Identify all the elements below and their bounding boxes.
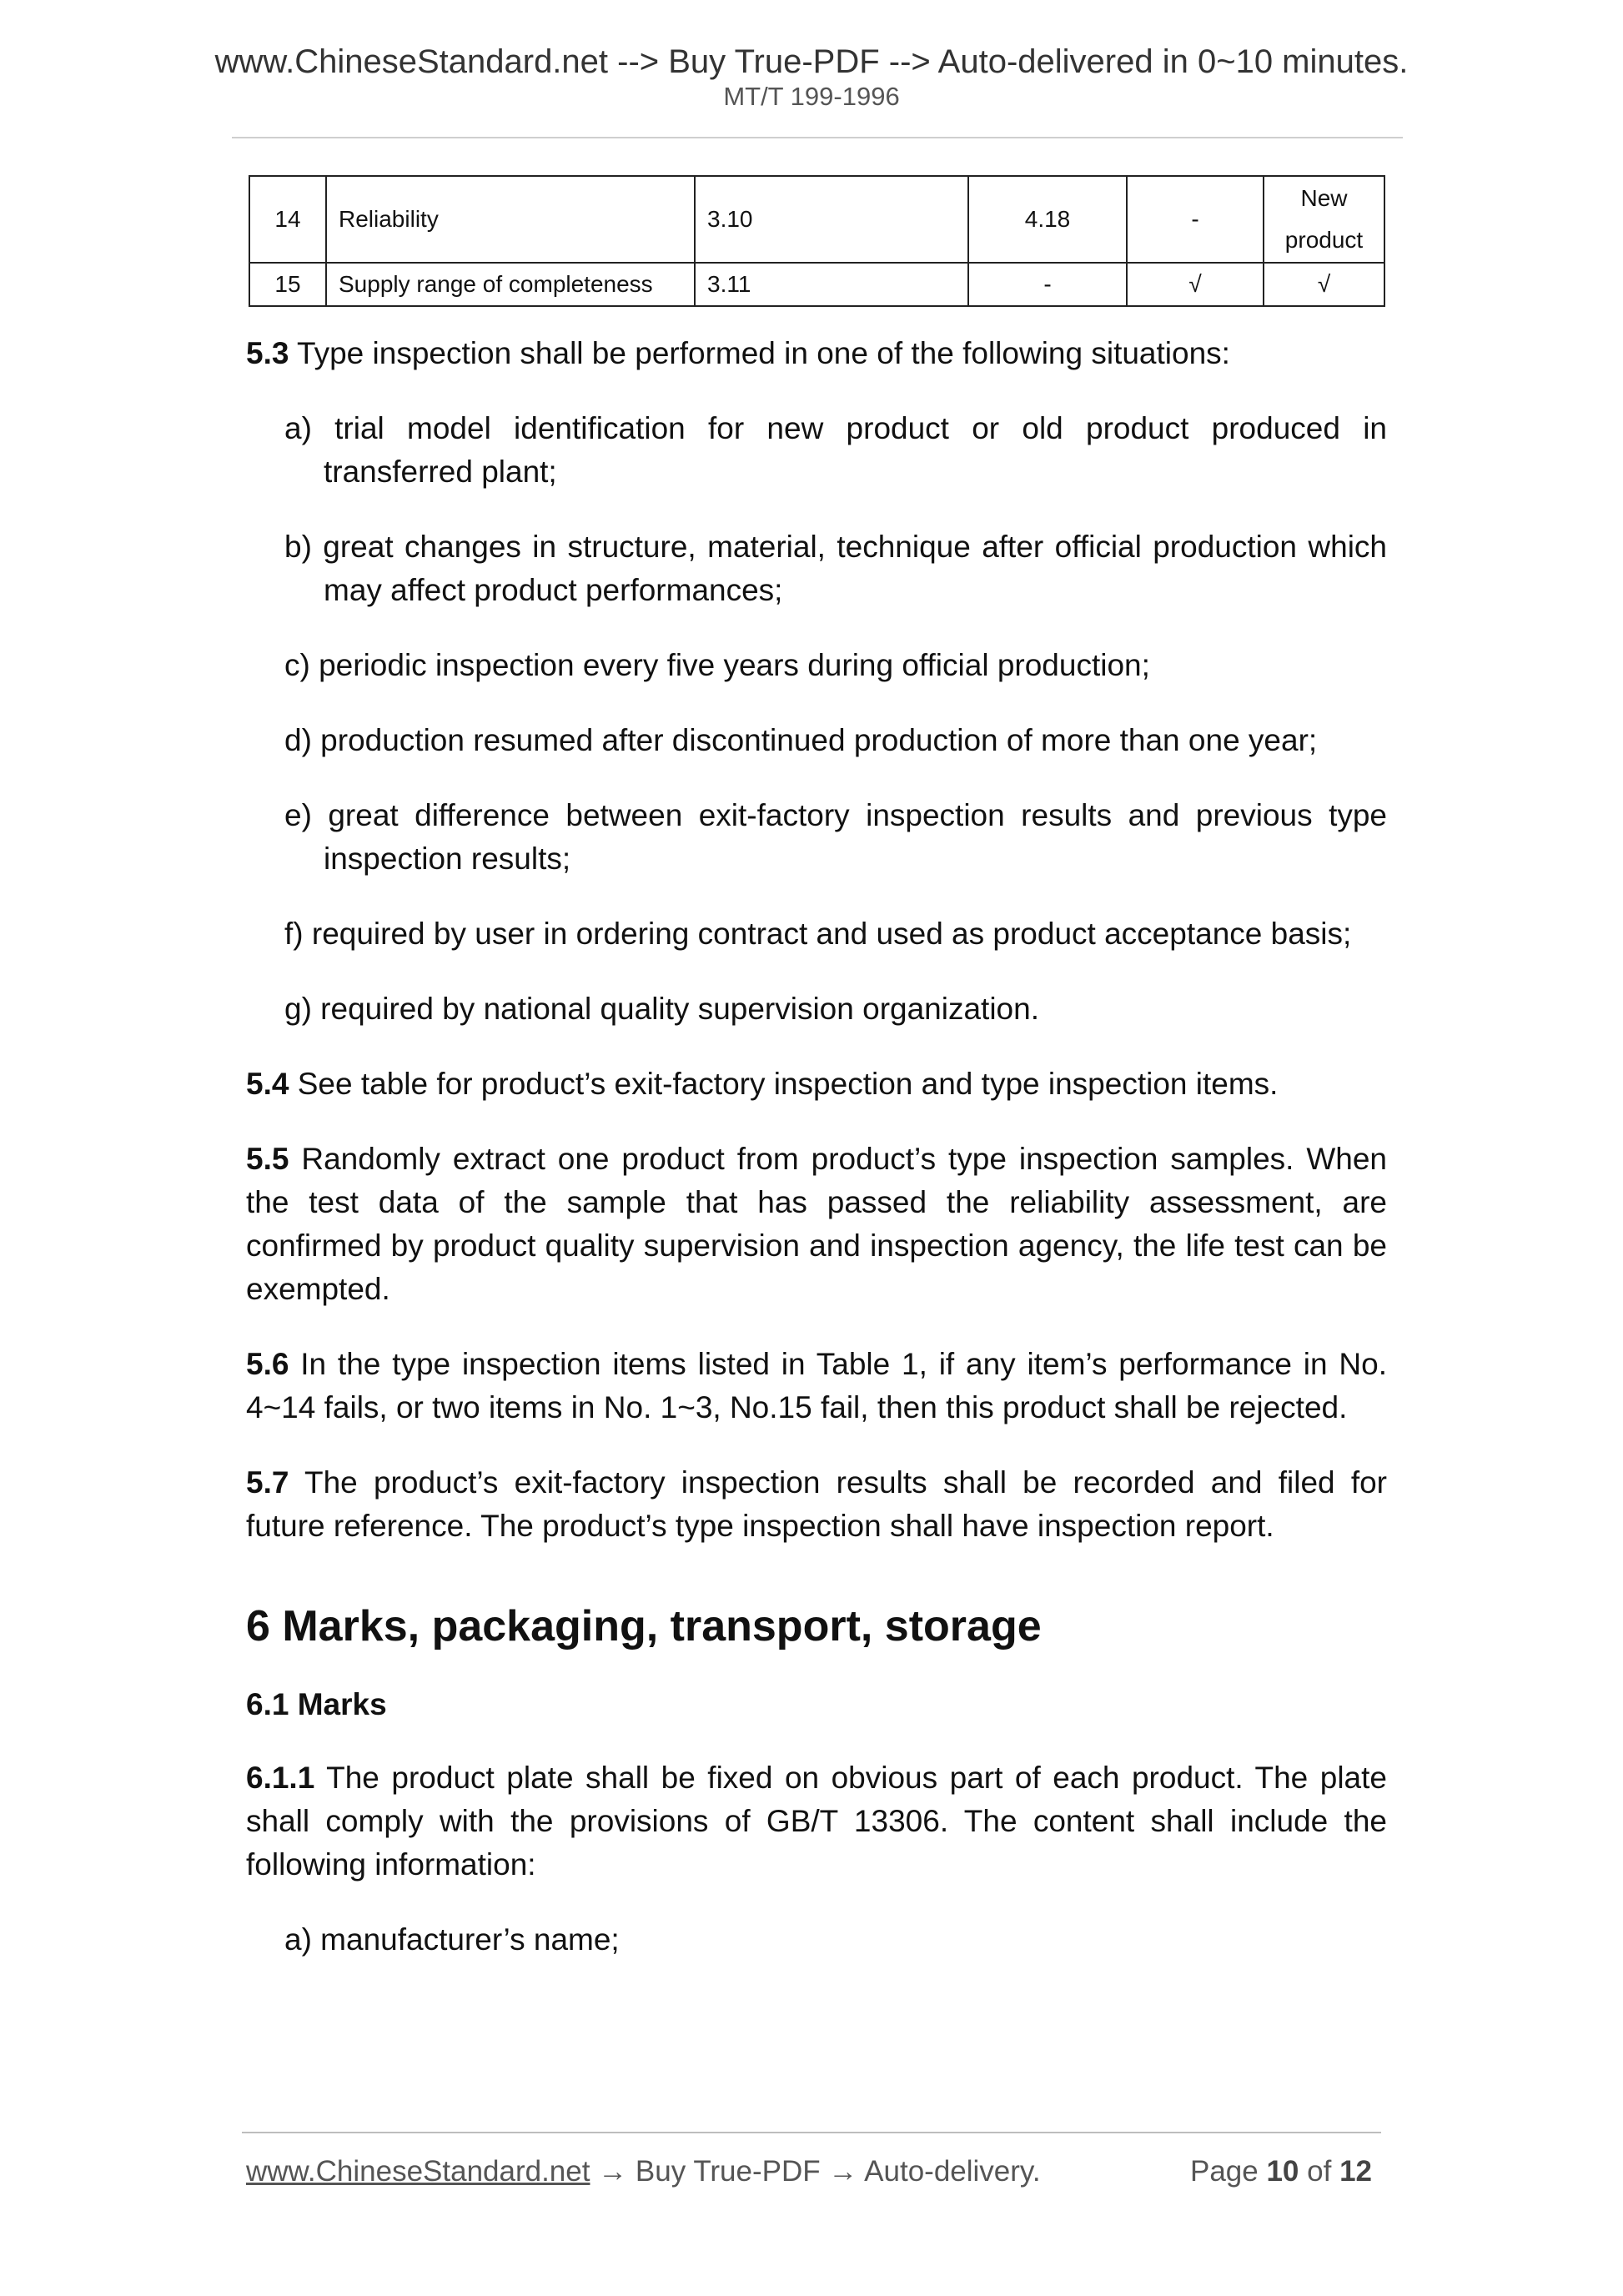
page-label: Page [1189, 2155, 1259, 2188]
list-item: a) trial model identification for new product or old product produced in transferred plant; [284, 411, 1387, 489]
clause-5-3 [246, 332, 1387, 375]
of-label: of [1307, 2155, 1332, 2188]
item-name: Reliability [326, 176, 695, 263]
clause-5-6 [246, 1343, 1387, 1429]
section-6-heading: 6 Marks, packaging, transport, storage [246, 1602, 1042, 1650]
requirement-clause: 3.11 [695, 263, 968, 306]
list-item: e) great difference between exit-factory inspection results and previous type inspection results; [284, 798, 1387, 876]
clause-text: See table for product’s exit-factory inspection and type inspection items. [289, 1067, 1279, 1101]
list-item: g) required by national quality supervision organization. [284, 992, 1039, 1026]
inspection-items-table [249, 175, 1385, 307]
exit-factory-inspection-mark: √ [1127, 263, 1264, 306]
table-row [249, 176, 1384, 263]
clause-text: The product plate shall be fixed on obvious part of each product. The plate shall comply with the provisions of GB/T 13306. The content shall include the following information: [246, 1761, 1387, 1882]
clause-5-4 [246, 1063, 1387, 1106]
document-number: MT/T 199-1996 [723, 82, 900, 111]
website-link[interactable]: www.ChineseStandard.net [246, 2155, 590, 2188]
clause-5-7 [246, 1461, 1387, 1548]
type-inspection-mark [1264, 176, 1384, 263]
type-inspection-line-2: product [1284, 227, 1364, 253]
page-footer [246, 2155, 1372, 2188]
clause-text: Type inspection shall be performed in one of the following situations: [289, 336, 1230, 370]
list-item: d) production resumed after discontinued production of more than one year; [284, 723, 1318, 757]
type-inspection-mark: √ [1264, 263, 1384, 306]
row-number: 14 [249, 176, 326, 263]
footer-divider [242, 2132, 1381, 2133]
clause-5-5 [246, 1138, 1387, 1311]
clause-number: 6.1.1 [246, 1761, 315, 1795]
clause-text: The product’s exit-factory inspection results shall be recorded and filed for future reference. The product’s type inspection shall have inspection report. [246, 1465, 1387, 1543]
top-banner: www.ChineseStandard.net --> Buy True-PDF --> Auto-delivered in 0~10 minutes. [214, 43, 1409, 80]
document-body [246, 332, 1387, 1993]
subsection-6-1-heading: 6.1 Marks [246, 1687, 387, 1721]
list-item: f) required by user in ordering contract and used as product acceptance basis; [284, 917, 1352, 951]
requirement-clause: 3.10 [695, 176, 968, 263]
clause-number: 5.5 [246, 1142, 289, 1176]
header-divider [232, 137, 1403, 138]
clause-number: 5.4 [246, 1067, 289, 1101]
exit-factory-inspection-mark: - [1127, 176, 1264, 263]
clause-number: 5.3 [246, 336, 289, 370]
item-name: Supply range of completeness [326, 263, 695, 306]
type-inspection-line-1: New [1300, 185, 1348, 211]
list-item: c) periodic inspection every five years during official production; [284, 648, 1150, 682]
list-item: a) manufacturer’s name; [284, 1922, 620, 1957]
clause-6-1-1 [246, 1756, 1387, 1887]
clause-text: In the type inspection items listed in Table 1, if any item’s performance in No. 4~14 fails, or two items in No. 1~3, No.15 fail, then this product shall be rejected. [246, 1347, 1387, 1424]
list-item: b) great changes in structure, material, technique after official production which may affect product performances; [284, 530, 1387, 607]
page-number: 10 [1266, 2155, 1299, 2188]
test-method-clause: - [968, 263, 1127, 306]
page-indicator [1190, 2155, 1372, 2188]
page-total: 12 [1339, 2155, 1372, 2188]
clause-text: Randomly extract one product from product’s type inspection samples. When the test data of the sample that has passed the reliability assessment, are confirmed by product quality supervision and inspection agency, the life test can be exempted. [246, 1142, 1387, 1306]
row-number: 15 [249, 263, 326, 306]
test-method-clause: 4.18 [968, 176, 1127, 263]
footer-tagline: → Buy True-PDF → Auto-delivery. [590, 2155, 1041, 2188]
clause-number: 5.6 [246, 1347, 289, 1381]
clause-number: 5.7 [246, 1465, 289, 1500]
table-row [249, 263, 1384, 306]
